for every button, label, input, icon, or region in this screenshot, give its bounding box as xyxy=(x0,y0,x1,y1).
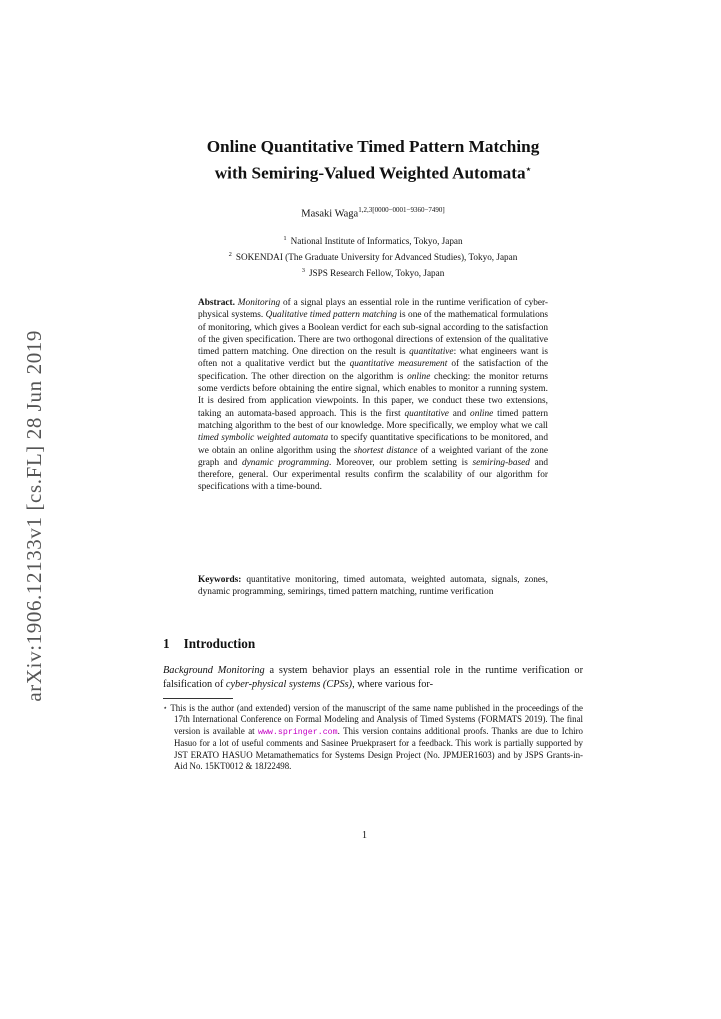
abstract xyxy=(198,297,548,494)
footnote-text: This is the author (and extended) version of the manuscript of the same name published in the proceedings of the 17th International Conference on Formal Modeling and Analysis of Timed Systems (FORMATS 2019). The final version is available at xyxy=(170,703,583,736)
keywords-label: Keywords: xyxy=(198,575,242,585)
title-line-2 xyxy=(140,158,606,185)
keywords-text: quantitative monitoring, timed automata, weighted automata, signals, zones, dynamic programming, semirings, timed pattern matching, runtime verification xyxy=(198,575,548,598)
abstract-text: of the satisfaction of the specification. The other direction on the algorithm is xyxy=(198,359,548,382)
author-name: Masaki Waga xyxy=(301,208,359,220)
title-line-1: Online Quantitative Timed Pattern Matching xyxy=(206,137,540,156)
abstract-em: timed symbolic weighted automata xyxy=(198,433,329,444)
abstract-text: is one of the mathematical formulations of monitoring, which gives a Boolean verdict for each sub-signal according to the satisfaction of the given specification. There are two orthogonal directions of extension of the qualitative timed pattern matching. One direction on the result is xyxy=(198,310,548,358)
footnote xyxy=(163,703,583,772)
abstract-text: timed pattern matching algorithm to the best of our knowledge. More specifically, we employ what we call xyxy=(198,408,548,431)
abstract-em: Qualitative timed pattern matching xyxy=(265,310,397,321)
section-heading xyxy=(163,636,583,652)
footnote-body xyxy=(163,703,583,772)
springer-link[interactable]: www.springer.com xyxy=(257,727,338,737)
abstract-text: and therefore, general. Our experimental results confirm the scalability of our algorithm for specifications with a time-bound. xyxy=(198,457,548,493)
abstract-text: : what engineers want is often not a qualitative verdict but the xyxy=(198,347,548,370)
affiliation-1 xyxy=(160,232,586,248)
author-affiliation-marks: 1,2,3[0000−0001−9360−7490] xyxy=(358,206,445,214)
page-number: 1 xyxy=(362,830,367,841)
abstract-em: dynamic programming xyxy=(242,457,329,468)
abstract-text: . Moreover, our problem setting is xyxy=(329,457,473,468)
affiliation-3-number: 3 xyxy=(301,267,305,275)
affiliation-3 xyxy=(160,264,586,280)
affiliation-2 xyxy=(160,248,586,264)
abstract-em: quantitative measurement xyxy=(349,359,448,370)
abstract-text: and xyxy=(448,408,471,419)
footnote-text: . This version contains additional proofs. Thanks are due to Ichiro Hasuo for a lot of useful comments and Sasinee Pruekprasert for a feedback. This work is partially supported by JST ERATO HASUO Metamathematics for Systems Design Project (No. JPMJER1603) and by JSPS Grants-in-Aid No. 15KT0012 & 18J22498. xyxy=(174,725,583,772)
affiliation-2-text: SOKENDAI (The Graduate University for Advanced Studies), Tokyo, Japan xyxy=(235,252,518,263)
abstract-em: Monitoring xyxy=(237,298,281,308)
affiliation-1-number: 1 xyxy=(283,235,287,242)
abstract-text: checking: the monitor returns some verdicts before obtaining the entire signal, which enables to monitor a running system. It is desired from application viewpoints. In this paper, we conduct these two extensions, taking an automata-based approach. This is the first xyxy=(198,371,548,419)
affiliation-1-text: National Institute of Informatics, Tokyo, Japan xyxy=(290,236,463,247)
affiliation-2-number: 2 xyxy=(228,251,232,259)
abstract-em: online xyxy=(407,371,431,382)
footnote-rule xyxy=(163,698,233,699)
title-line-2-text: with Semiring-Valued Weighted Automata xyxy=(214,163,526,183)
intro-text: , where various for- xyxy=(352,679,434,690)
arxiv-identifier: arXiv:1906.12133v1 [cs.FL] 28 Jun 2019 xyxy=(22,330,46,702)
intro-text: a system behavior plays an essential role in the runtime verification or falsification of xyxy=(163,665,583,690)
intro-em: cyber-physical systems (CPSs) xyxy=(225,679,353,690)
abstract-text: to specify quantitative specifications to be monitored, and we obtain an online algorithm using the xyxy=(198,433,548,456)
intro-paragraph xyxy=(163,664,583,692)
abstract-em: shortest distance xyxy=(353,445,418,456)
author-line xyxy=(140,206,606,220)
abstract-label: Abstract. xyxy=(198,298,235,308)
affiliations xyxy=(160,232,586,280)
paper-title xyxy=(140,136,606,185)
affiliation-3-text: JSPS Research Fellow, Tokyo, Japan xyxy=(308,268,445,279)
abstract-em: semiring-based xyxy=(472,457,530,468)
title-footnote-mark: ⋆ xyxy=(525,164,532,174)
abstract-em: quantitative xyxy=(409,347,454,358)
abstract-text: of a signal plays an essential role in the runtime verification of cyber-physical systems. xyxy=(198,298,549,321)
footnote-mark: ⋆ xyxy=(163,704,168,712)
abstract-em: quantitative xyxy=(404,408,449,419)
section-number: 1 xyxy=(163,636,170,651)
intro-lead: Background Monitoring xyxy=(163,665,265,676)
section-title: Introduction xyxy=(183,636,256,651)
abstract-em: online xyxy=(470,408,494,419)
abstract-text: of a weighted variant of the zone graph and xyxy=(198,445,549,468)
keywords xyxy=(198,574,548,599)
